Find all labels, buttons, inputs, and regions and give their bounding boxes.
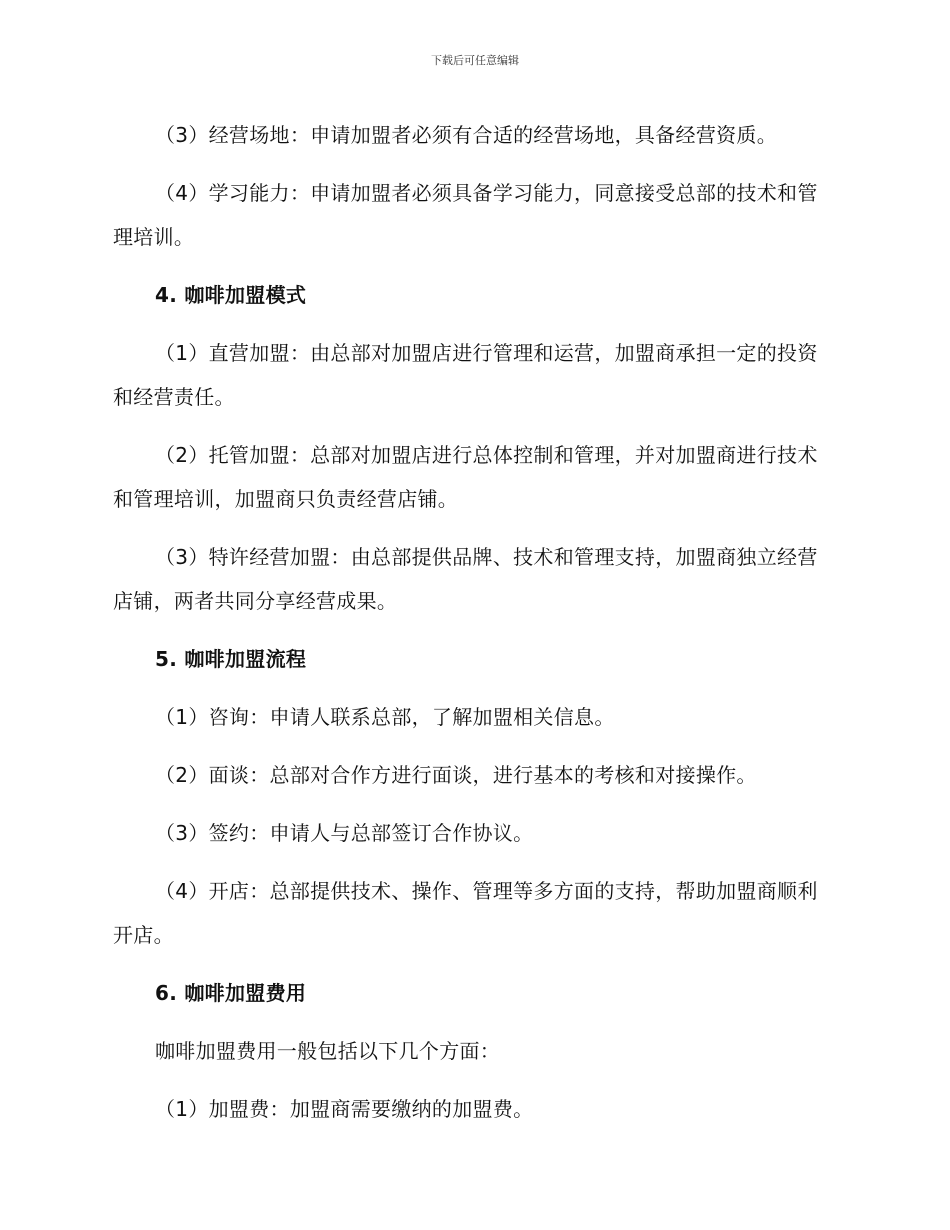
section-heading: 6. 咖啡加盟费用: [155, 981, 307, 1005]
paragraph: （2）托管加盟：总部对加盟店进行总体控制和管理，并对加盟商进行技术和管理培训，加盟商只负责经营店铺。: [113, 443, 818, 511]
page-header: 下载后可任意编辑: [431, 54, 519, 67]
paragraph: （4）学习能力：申请加盟者必须具备学习能力，同意接受总部的技术和管理培训。: [113, 181, 818, 249]
paragraph: （3）经营场地：申请加盟者必须有合适的经营场地，具备经营资质。: [155, 123, 778, 147]
section-heading: 4. 咖啡加盟模式: [155, 283, 307, 307]
paragraph: （4）开店：总部提供技术、操作、管理等多方面的支持，帮助加盟商顺利开店。: [113, 879, 818, 947]
paragraph: （3）签约：申请人与总部签订合作协议。: [155, 821, 534, 845]
paragraph: （2）面谈：总部对合作方进行面谈，进行基本的考核和对接操作。: [155, 763, 757, 787]
paragraph: （1）加盟费：加盟商需要缴纳的加盟费。: [155, 1097, 534, 1121]
document-body: [113, 113, 825, 1131]
paragraph: （3）特许经营加盟：由总部提供品牌、技术和管理支持，加盟商独立经营店铺，两者共同分享经营成果。: [113, 545, 818, 613]
paragraph: 咖啡加盟费用一般包括以下几个方面：: [155, 1039, 501, 1063]
paragraph: （1）咨询：申请人联系总部，了解加盟相关信息。: [155, 705, 615, 729]
paragraph: （1）直营加盟：由总部对加盟店进行管理和运营，加盟商承担一定的投资和经营责任。: [113, 341, 818, 409]
section-heading: 5. 咖啡加盟流程: [155, 647, 307, 671]
